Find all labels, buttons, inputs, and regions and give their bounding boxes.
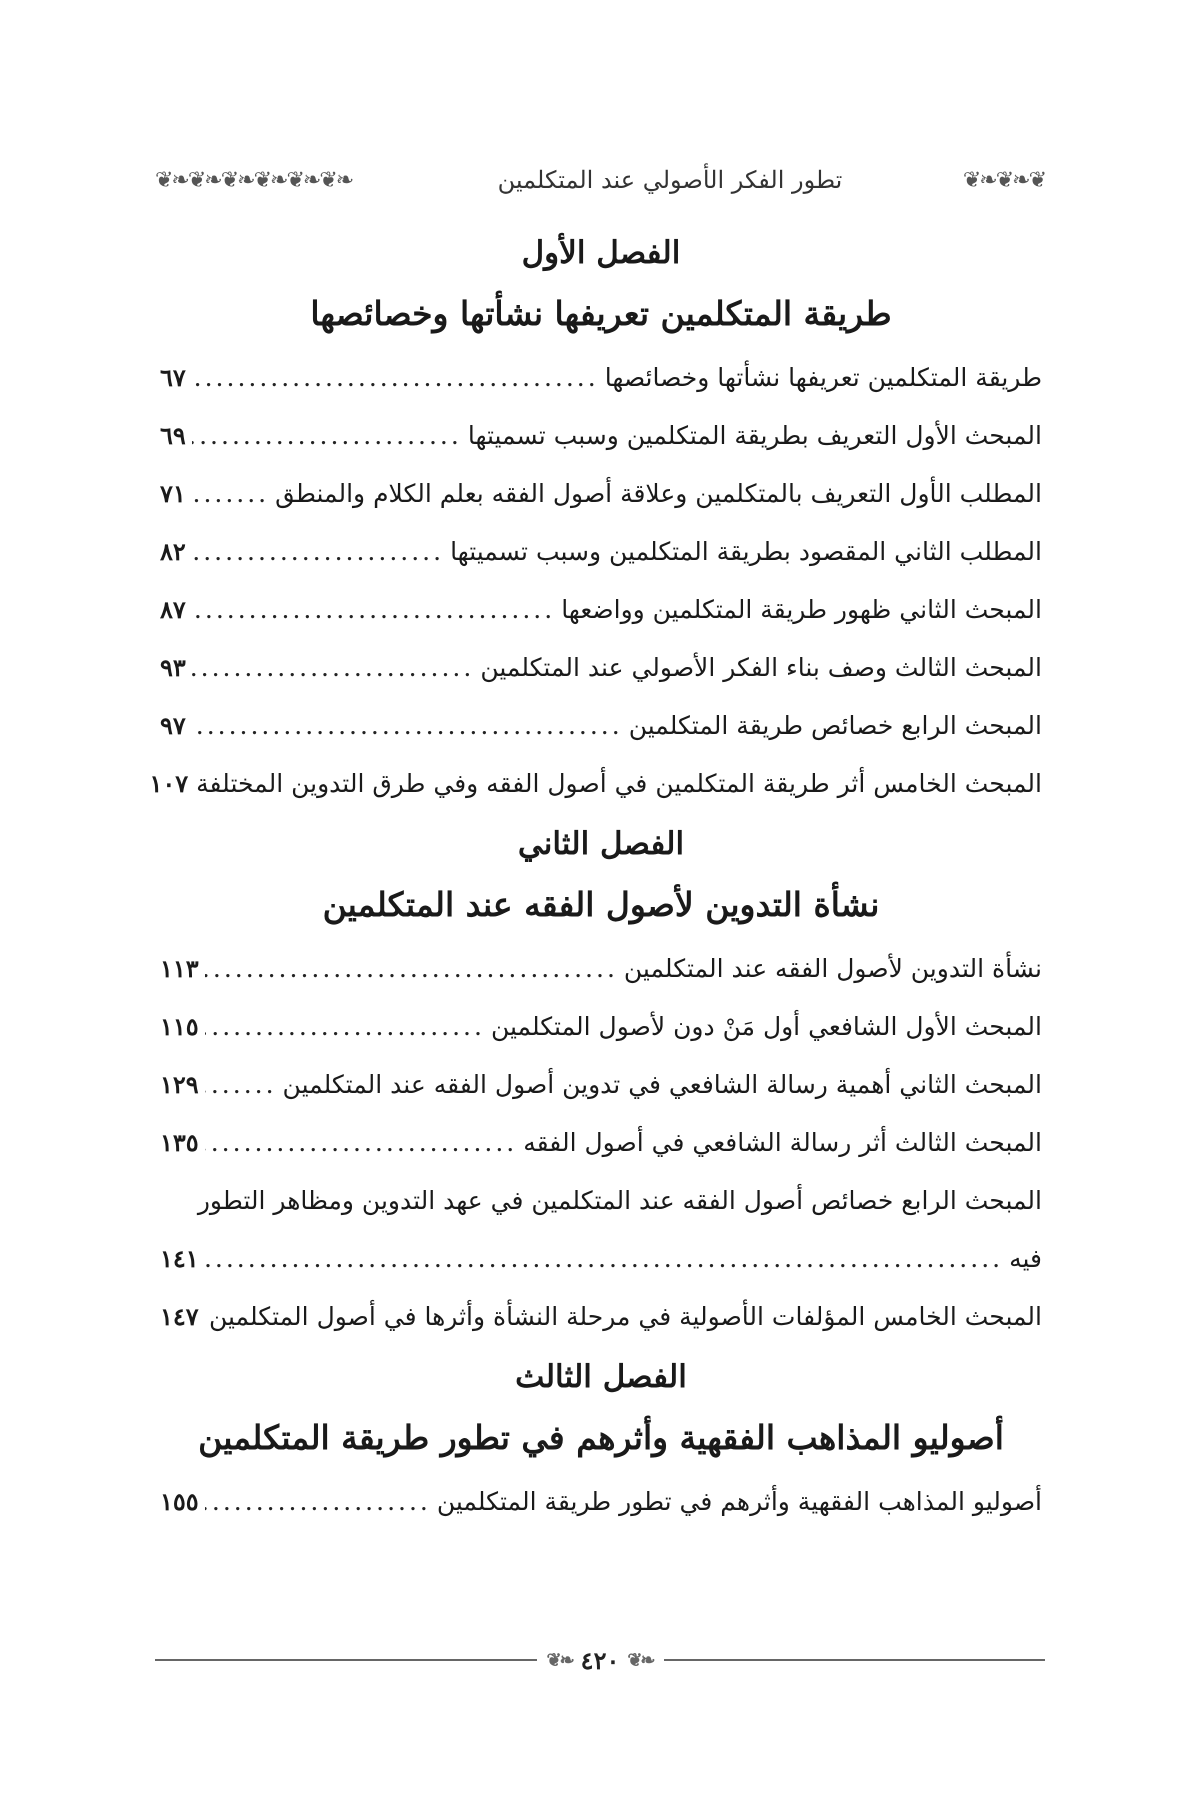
toc-entry-page: ١٤١ bbox=[160, 1244, 199, 1273]
chapter-2-heading: الفصل الثاني bbox=[517, 826, 685, 862]
dot-leader bbox=[192, 581, 555, 639]
toc-entry-text: المبحث الثالث وصف بناء الفكر الأصولي عند المتكلمين bbox=[480, 653, 1042, 682]
header-ornament-left: ❦❧❦❧❦❧❦❧❦❧❦❧ bbox=[155, 167, 353, 193]
toc-entry-text: المطلب الثاني المقصود بطريقة المتكلمين وسبب تسميتها bbox=[450, 537, 1042, 566]
dot-leader bbox=[192, 407, 462, 465]
toc-entry[interactable] bbox=[160, 523, 1042, 581]
toc-entry-page: ٦٩ bbox=[160, 421, 186, 450]
toc-entry[interactable] bbox=[160, 407, 1042, 465]
toc-entry[interactable] bbox=[160, 581, 1042, 639]
toc-entry-text: المبحث الرابع خصائص أصول الفقه عند المتكلمين في عهد التدوين ومظاهر التطور bbox=[197, 1186, 1042, 1215]
dot-leader bbox=[205, 1230, 1003, 1288]
dot-leader bbox=[205, 1056, 277, 1114]
dot-leader bbox=[205, 998, 485, 1056]
toc-entry[interactable] bbox=[149, 755, 1042, 813]
footer-ornament-icon: ❦❧ bbox=[627, 1649, 654, 1671]
toc-entry-text: المبحث الأول التعريف بطريقة المتكلمين وسبب تسميتها bbox=[467, 421, 1042, 450]
toc-entry-page: ١٤٧ bbox=[160, 1302, 199, 1331]
toc-entry-text: المبحث الخامس أثر طريقة المتكلمين في أصول الفقه وفي طرق التدوين المختلفة bbox=[196, 769, 1042, 798]
toc-entry-page: ١٢٩ bbox=[160, 1070, 199, 1099]
toc-entry-text: المبحث الأول الشافعي أول مَنْ دون لأصول المتكلمين bbox=[490, 1012, 1042, 1041]
chapter-1-title: طريقة المتكلمين تعريفها نشأتها وخصائصها bbox=[310, 294, 892, 333]
dot-leader bbox=[192, 639, 475, 697]
running-title: تطور الفكر الأصولي عند المتكلمين bbox=[497, 166, 843, 194]
toc-entry-page: ٦٧ bbox=[160, 363, 186, 392]
toc-entry-text: المبحث الثالث أثر رسالة الشافعي في أصول الفقه bbox=[523, 1128, 1042, 1157]
toc-entry-text: المطلب الأول التعريف بالمتكلمين وعلاقة أصول الفقه بعلم الكلام والمنطق bbox=[275, 479, 1042, 508]
chapter-3-heading: الفصل الثالث bbox=[515, 1359, 687, 1395]
toc-entry-page: ٨٧ bbox=[160, 595, 186, 624]
toc-entry-text: المبحث الثاني أهمية رسالة الشافعي في تدوين أصول الفقه عند المتكلمين bbox=[282, 1070, 1042, 1099]
toc-entry-page: ٩٣ bbox=[160, 653, 186, 682]
toc-entry-text: المبحث الرابع خصائص طريقة المتكلمين bbox=[628, 711, 1042, 740]
dot-leader bbox=[192, 465, 269, 523]
dot-leader bbox=[205, 1114, 518, 1172]
toc-entry[interactable] bbox=[160, 998, 1042, 1056]
page-number-block bbox=[537, 1646, 664, 1675]
toc-entry[interactable] bbox=[160, 1114, 1042, 1172]
toc-entry[interactable] bbox=[160, 1056, 1042, 1114]
footer-ornament-icon: ❦❧ bbox=[546, 1649, 573, 1671]
toc-entry[interactable] bbox=[160, 697, 1042, 755]
toc-entry-continuation[interactable] bbox=[160, 1230, 1042, 1288]
toc-entry-page: ١٠٧ bbox=[149, 769, 189, 798]
toc-entry[interactable] bbox=[160, 639, 1042, 697]
toc-entry[interactable] bbox=[160, 1288, 1042, 1346]
toc-entry-page: ١٥٥ bbox=[160, 1487, 199, 1516]
dot-leader bbox=[205, 1473, 431, 1531]
toc-entry-text-cont: فيه bbox=[1009, 1244, 1042, 1273]
toc-entry-text: المبحث الثاني ظهور طريقة المتكلمين وواضعها bbox=[561, 595, 1042, 624]
toc-entry-page: ١٣٥ bbox=[160, 1128, 199, 1157]
table-of-contents bbox=[149, 222, 1042, 1531]
toc-entry[interactable] bbox=[160, 465, 1042, 523]
toc-entry-page: ١١٥ bbox=[160, 1012, 199, 1041]
toc-entry[interactable] bbox=[160, 349, 1042, 407]
toc-entry-multiline[interactable] bbox=[160, 1172, 1042, 1230]
dot-leader bbox=[192, 697, 623, 755]
dot-leader bbox=[205, 940, 618, 998]
toc-entry-text: المبحث الخامس المؤلفات الأصولية في مرحلة النشأة وأثرها في أصول المتكلمين bbox=[208, 1302, 1042, 1331]
chapter-2-title: نشأة التدوين لأصول الفقه عند المتكلمين bbox=[322, 885, 880, 924]
toc-entry[interactable] bbox=[160, 940, 1042, 998]
chapter-3-title: أصوليو المذاهب الفقهية وأثرهم في تطور طريقة المتكلمين bbox=[198, 1418, 1004, 1457]
header-ornament-right: ❦❧❦❧❦ bbox=[962, 167, 1045, 193]
page-number: ٤٢٠ bbox=[580, 1645, 620, 1675]
footer-rule-right bbox=[664, 1659, 1046, 1661]
page-footer bbox=[155, 1640, 1045, 1680]
running-header bbox=[155, 150, 1045, 210]
toc-entry-text: نشأة التدوين لأصول الفقه عند المتكلمين bbox=[623, 954, 1042, 983]
toc-entry-page: ٧١ bbox=[160, 479, 186, 508]
toc-entry-page: ١١٣ bbox=[160, 954, 199, 983]
chapter-1-heading: الفصل الأول bbox=[521, 235, 681, 271]
dot-leader bbox=[192, 523, 444, 581]
toc-entry-text: أصوليو المذاهب الفقهية وأثرهم في تطور طريقة المتكلمين bbox=[436, 1487, 1042, 1516]
footer-rule-left bbox=[155, 1659, 537, 1661]
toc-entry-page: ٩٧ bbox=[160, 711, 186, 740]
toc-entry-text: طريقة المتكلمين تعريفها نشأتها وخصائصها bbox=[604, 363, 1042, 392]
dot-leader bbox=[192, 349, 599, 407]
toc-entry[interactable] bbox=[160, 1473, 1042, 1531]
toc-entry-page: ٨٢ bbox=[160, 537, 186, 566]
